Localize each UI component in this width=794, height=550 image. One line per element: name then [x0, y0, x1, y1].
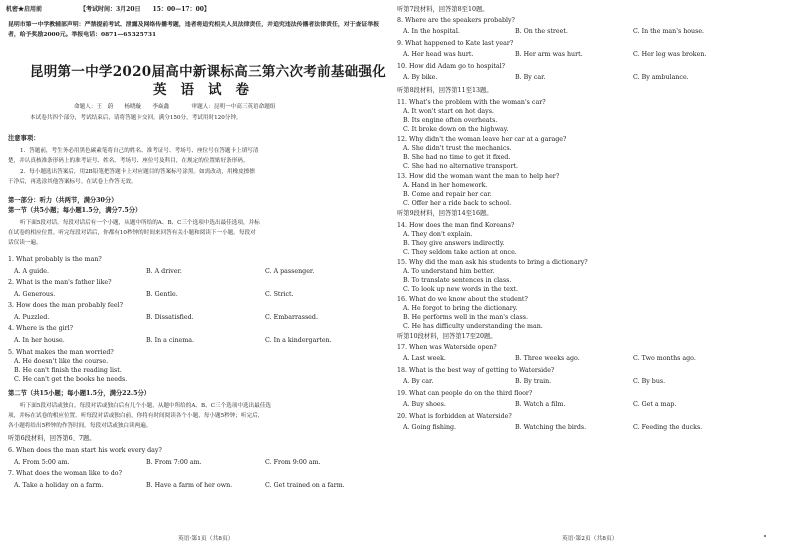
option-b: B. On the street. [515, 28, 568, 35]
option-b: B. They give answers indirectly. [403, 240, 505, 247]
option-c: C. Get a map. [633, 401, 677, 408]
section-one-heading: 第一节（共5小题；每小题1.5分，满分7.5分） [8, 207, 142, 214]
option-a: A. He doesn't like the course. [14, 358, 109, 365]
section-one-directions: 话仅读一遍。 [8, 240, 42, 246]
option-b: B. He can't finish the reading list. [14, 367, 122, 374]
section-one-directions: 听下面5段对话。每段对话后有一个小题，从题中所给的A、B、C三个选项中选出最佳选项，并标 [20, 220, 260, 226]
question-stem: 2. What is the man's father like? [8, 279, 112, 286]
question-stem: 18. What is the best way of getting to Waterside? [397, 367, 555, 374]
scan-mark [764, 535, 766, 537]
option-b: B. Its engine often overheats. [403, 117, 498, 124]
option-b: B. By train. [515, 378, 552, 385]
paper-title: 昆明第一中学2020届高中新课标高三第六次考前基础强化 [29, 64, 387, 80]
question-stem: 6. When does the man start his work every day? [8, 447, 162, 454]
note-line: 干净后，再选涂其他答案标号。在试卷上作答无效。 [8, 179, 137, 185]
option-a: A. A guide. [14, 268, 49, 275]
option-a: A. In her house. [14, 337, 65, 344]
option-b: B. Her arm was hurt. [515, 51, 583, 58]
question-stem: 7. What does the woman like to do? [8, 470, 122, 477]
option-b: B. A driver. [146, 268, 182, 275]
question-stem: 17. When was Waterside open? [397, 344, 497, 351]
option-a: A. Take a holiday on a farm. [14, 482, 104, 489]
option-b: B. Three weeks ago. [515, 355, 580, 362]
question-stem: 14. How does the man find Koreans? [397, 222, 515, 229]
option-c: C. He has difficulty understanding the man. [403, 323, 543, 330]
option-b: B. Have a farm of her own. [146, 482, 233, 489]
option-c: C. He can't get the books he needs. [14, 376, 128, 383]
question-16 [397, 295, 794, 331]
option-b: B. In a cinema. [146, 337, 194, 344]
question-14 [397, 221, 794, 257]
question-stem: 15. Why did the man ask his students to bring a dictionary? [397, 259, 588, 266]
option-b: B. To translate sentences in class. [403, 277, 512, 284]
option-b: B. Dissatisfied. [146, 314, 194, 321]
option-b: B. By car. [515, 74, 546, 81]
option-c: C. Her leg was broken. [633, 51, 707, 58]
anti-leak-notice: 昆明市第一中学教辅部声明：严禁提前考试、泄露及网络传播考题，违者将追究相关人员法律责任，并追究违法传播者法律责任，对于查证举报者，给予奖励2000元。举报电话：0871—65325731 [8, 21, 380, 38]
option-a: A. He forgot to bring the dictionary. [403, 305, 518, 312]
option-b: B. Watching the birds. [515, 424, 587, 431]
option-a: A. In the hospital. [403, 28, 460, 35]
page-footer: 英语·第1页（共8页） [178, 536, 234, 542]
option-a: A. Last week. [403, 355, 446, 362]
question-stem: 9. What happened to Kate last year? [397, 40, 514, 47]
note-line: 1．答题前，考生务必用黑色碳素笔将自己的姓名、准考证号、考场号、座位号在答题卡上填写清 [20, 148, 259, 154]
option-a: A. Puzzled. [14, 314, 50, 321]
note-line: 2．每小题选出答案后，用2B铅笔把答题卡上对应题目的答案标号涂黑。如需改动，用橡皮擦擦 [20, 169, 255, 175]
option-c: C. Feeding the ducks. [633, 424, 703, 431]
section-two-directions: 各小题将给出5秒钟的作答时间。每段对话或独白读两遍。 [8, 423, 152, 429]
question-stem: 4. Where is the girl? [8, 325, 74, 332]
option-b: B. From 7:00 am. [146, 459, 202, 466]
question-15 [397, 258, 794, 294]
page-footer: 英语·第2页（共8页） [562, 536, 618, 542]
option-b: B. He performs well in the man's class. [403, 314, 528, 321]
material-ten-label: 听第10段材料，回答第17至20题。 [397, 333, 497, 340]
option-a: A. Buy shoes. [403, 401, 446, 408]
option-a: A. It won't start on hot days. [403, 108, 494, 115]
question-5 [0, 348, 397, 384]
option-b: B. Watch a film. [515, 401, 566, 408]
question-stem: 10. How did Adam go to hospital? [397, 63, 506, 70]
question-12 [397, 135, 794, 171]
page-two [397, 0, 794, 550]
section-one-directions: 在试卷的相应位置。听完每段对话后，你都有10秒钟的时间来回答有关小题和阅读下一小题。每段对 [8, 230, 256, 236]
material-six-label: 听第6段材料，回答第6、7题。 [8, 435, 96, 442]
note-line: 楚，并认真核准条形码上的准考证号、姓名、考场号、座位号及科目，在规定的位置贴好条形码。 [8, 158, 249, 164]
option-a: A. Her head was hurt. [403, 51, 474, 58]
question-stem: 19. What can people do on the third floor? [397, 390, 533, 397]
notes-title: 注意事项： [8, 135, 40, 142]
option-b: B. Gentle. [146, 291, 178, 298]
option-c: C. Embarrassed. [265, 314, 318, 321]
authors-line: 命题人：王 蔚 杨晓璇 李焱鑫 审题人：昆明一中高三英语命题组 [74, 104, 276, 110]
option-a: A. From 5:00 am. [14, 459, 70, 466]
question-stem: 20. What is forbidden at Waterside? [397, 413, 512, 420]
section-two-directions: 听下面5段对话或独白。每段对话或独白后有几个小题，从题中所给的A、B、C三个选项中选出最佳选 [20, 403, 271, 409]
exam-time: 【考试时间：3月20日 15：00—17：00】 [80, 6, 210, 13]
question-stem: 1. What probably is the man? [8, 256, 102, 263]
question-stem: 13. How did the woman want the man to help her? [397, 173, 560, 180]
option-c: C. She had no alternative transport. [403, 163, 519, 170]
option-c: C. Offer her a ride back to school. [403, 200, 512, 207]
question-stem: 11. What's the problem with the woman's car? [397, 99, 546, 106]
option-c: C. A passenger. [265, 268, 315, 275]
option-c: C. By ambulance. [633, 74, 689, 81]
question-stem: 8. Where are the speakers probably? [397, 17, 515, 24]
material-seven-label: 听第7段材料，回答第8至10题。 [397, 6, 489, 13]
question-stem: 3. How does the man probably feel? [8, 302, 123, 309]
option-c: C. By bus. [633, 378, 666, 385]
material-nine-label: 听第9段材料，回答第14至16题。 [397, 210, 493, 217]
option-a: A. They don't explain. [403, 231, 473, 238]
option-c: C. Two months ago. [633, 355, 696, 362]
option-b: B. Come and repair her car. [403, 191, 492, 198]
option-c: C. Get trained on a farm. [265, 482, 345, 489]
option-c: C. Strict. [265, 291, 294, 298]
option-c: C. They seldom take action at once. [403, 249, 517, 256]
question-11 [397, 98, 794, 134]
option-a: A. By car. [403, 378, 434, 385]
option-a: A. By bike. [403, 74, 438, 81]
question-20 [397, 413, 794, 441]
intro-line: 本试卷共四个部分，考试结束后，请将答题卡交回。满分150分，考试用时120分钟。 [30, 115, 242, 121]
option-c: C. It broke down on the highway. [403, 126, 509, 133]
part-one-heading: 第一部分：听力（共两节，满分30分） [8, 197, 118, 204]
question-7 [0, 470, 397, 498]
option-a: A. To understand him better. [403, 268, 495, 275]
option-c: C. To look up new words in the text. [403, 286, 518, 293]
option-c: C. In a kindergarten. [265, 337, 332, 344]
option-c: C. From 9:00 am. [265, 459, 321, 466]
section-two-heading: 第二节（共15小题；每小题1.5分，满分22.5分） [8, 390, 151, 397]
secret-label: 机密★启用前 [6, 6, 43, 13]
option-a: A. Going fishing. [403, 424, 457, 431]
section-two-directions: 项，并标在试卷的相应位置。听每段对话或独白前，你将有时间阅读各个小题，每小题5秒钟；听完后， [8, 413, 264, 419]
paper-subtitle: 英语试卷 [153, 82, 263, 98]
option-b: B. She had no time to get it fixed. [403, 154, 511, 161]
question-13 [397, 172, 794, 208]
question-stem: 16. What do we know about the student? [397, 296, 528, 303]
option-a: A. Hand in her homework. [403, 182, 488, 189]
option-c: C. In the man's house. [633, 28, 705, 35]
question-stem: 5. What makes the man worried? [8, 349, 114, 356]
material-eight-label: 听第8段材料，回答第11至13题。 [397, 87, 493, 94]
option-a: A. Generous. [14, 291, 56, 298]
option-a: A. She didn't trust the mechanics. [403, 145, 512, 152]
question-stem: 12. Why didn't the woman leave her car at a garage? [397, 136, 567, 143]
